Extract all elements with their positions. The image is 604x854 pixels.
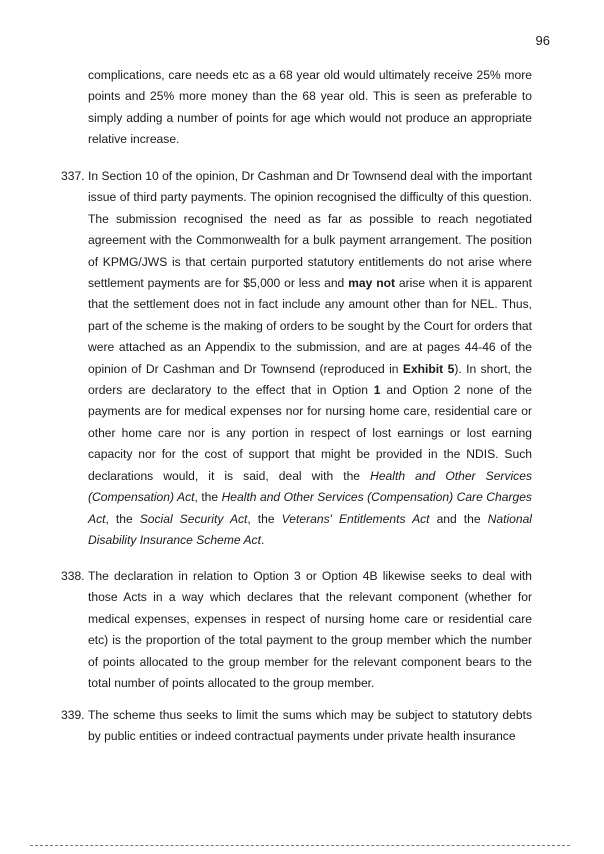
paragraph-continuation: complications, care needs etc as a 68 year old would ultimately receive 25% more points and 25% more money than the 68 year old. This is seen as preferable to simply adding a number of points for age which would not produce an appropriate relative increase. xyxy=(88,68,532,147)
text-run: ). In short, the orders are declaratory to the effect that in Option xyxy=(88,361,532,398)
text-run: , the xyxy=(247,511,282,526)
footer-divider xyxy=(30,845,570,846)
bold-run: Exhibit 5 xyxy=(402,361,455,376)
paragraph-number-337: 337. xyxy=(61,169,85,183)
text-run: arise when it is apparent that the settlement does not in fact include any amount other than for NEL. Thus, part of the scheme is the making of orders to be sought by the Court for orders that were attached as an Appendix to the submission, and are at pages 44-46 of the opinion of Dr Cashman and Dr Townsend (reproduced in xyxy=(88,276,532,376)
text-run: In Section 10 of the opinion, Dr Cashman and Dr Townsend deal with the important issue of third party payments. The opinion recognised the difficulty of this question. The submission recognised the need as far as possible to reach negotiated agreement with the Commonwealth for a bulk payment arrangement. The position of KPMG/JWS is that certain purported statutory entitlements do not arise where settlement payments are for $5,000 or less and xyxy=(88,169,532,291)
text-run: . xyxy=(260,532,265,547)
paragraph-338: The declaration in relation to Option 3 or Option 4B likewise seeks to deal with those Acts in a way which declares that the relevant component (whether for medical expenses, expenses in respect of nursing home care or residential care etc) is the proportion of the total payment to the group member which the number of points allocated to the group member for the relevant component bears to the total number of points allocated to the group member. xyxy=(88,569,532,691)
bold-run: may not xyxy=(348,276,396,291)
italic-run: Health and Other Services (Compensation) Care Charges Act xyxy=(88,490,532,526)
text-run: , the xyxy=(105,511,140,526)
bold-run: 1 xyxy=(373,383,381,398)
text-run: and the xyxy=(429,511,488,526)
italic-run: Social Security Act xyxy=(139,511,248,526)
page-number: 96 xyxy=(535,33,550,48)
italic-run: National Disability Insurance Scheme Act xyxy=(88,511,532,547)
italic-run: Veterans' Entitlements Act xyxy=(281,511,430,526)
paragraph-337 xyxy=(88,166,532,551)
italic-run: Health and Other Services (Compensation) Act xyxy=(88,468,533,505)
paragraph-number-339: 339. xyxy=(61,708,85,722)
text-run: , the xyxy=(194,490,222,505)
paragraph-339: The scheme thus seeks to limit the sums which may be subject to statutory debts by public entities or indeed contractual payments under private health insurance xyxy=(88,708,532,744)
text-run: and Option 2 none of the payments are for medical expenses nor for nursing home care, residential care or other home care nor is any portion in respect of lost earnings or lost earning capacity nor for the cost of support that might be provided in the NDIS. Such declarations would, it is said, deal with the xyxy=(88,383,532,483)
paragraph-number-338: 338. xyxy=(61,569,85,583)
